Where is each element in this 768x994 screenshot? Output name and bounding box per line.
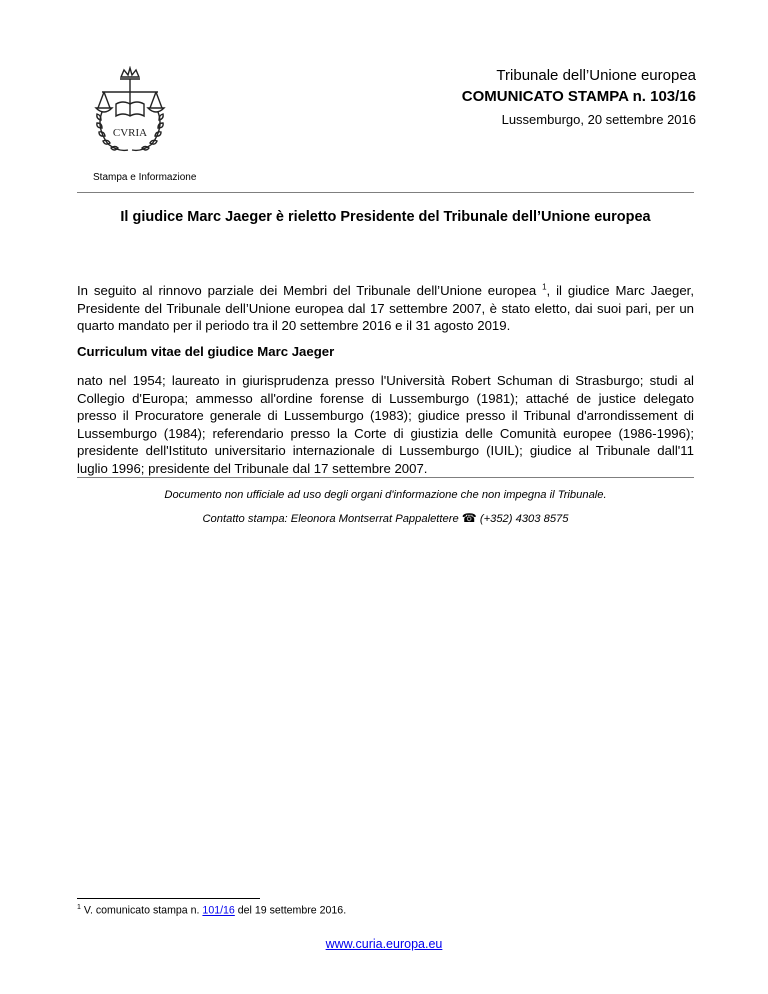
contact-label: Contatto stampa: Eleonora Montserrat Pappalettere bbox=[202, 513, 459, 525]
headline: Il giudice Marc Jaeger è rieletto Presidente del Tribunale dell’Unione europea bbox=[120, 209, 651, 225]
footnote bbox=[77, 904, 346, 917]
website-link[interactable]: www.curia.europa.eu bbox=[325, 937, 443, 951]
disclaimer: Documento non ufficiale ad uso degli organi d'informazione che non impegna il Tribunale. bbox=[164, 489, 607, 501]
contact-phone: (+352) 4303 8575 bbox=[479, 513, 569, 525]
cv-heading: Curriculum vitae del giudice Marc Jaeger bbox=[77, 344, 335, 359]
page-footer bbox=[0, 937, 768, 951]
release-header bbox=[462, 66, 696, 130]
place-date: Lussemburgo, 20 settembre 2016 bbox=[501, 112, 696, 127]
intro-paragraph bbox=[77, 282, 694, 335]
press-contact bbox=[77, 511, 694, 525]
department-label: Stampa e Informazione bbox=[93, 172, 197, 183]
header-divider bbox=[77, 192, 694, 193]
footnote-link[interactable]: 101/16 bbox=[202, 904, 235, 917]
release-title: COMUNICATO STAMPA n. 103/16 bbox=[461, 88, 696, 105]
body-divider bbox=[77, 477, 694, 478]
footnote-separator bbox=[77, 898, 260, 899]
logo-text: CVRIA bbox=[112, 127, 148, 139]
court-name: Tribunale dell’Unione europea bbox=[496, 67, 696, 84]
cv-paragraph: nato nel 1954; laureato in giurisprudenza presso l'Università Robert Schuman di Strasburgo; studi al Collegio d'Europa; ammesso all'ordine forense di Lussemburgo (1981); attaché de justice delegato presso il Procuratore generale di Lussemburgo (1983); giudice presso il Tribunal d'arrondissement di Lussemburgo (1984); referendario presso la Corte di giustizia delle Comunità europee (1986-1996); presidente dell'Istituto universitario internazionale di Lussemburgo (IUIL); giudice al Tribunale dall'11 luglio 1996; presidente del Tribunale dal 17 settembre 2007. bbox=[77, 373, 694, 476]
footnote-text-start: V. comunicato stampa n. bbox=[80, 904, 203, 917]
footnote-reference: 1 bbox=[542, 282, 547, 292]
phone-icon: ☎ bbox=[461, 511, 477, 525]
curia-emblem-logo bbox=[88, 66, 172, 162]
intro-text-start: In seguito al rinnovo parziale dei Membri del Tribunale dell’Unione europea bbox=[77, 283, 543, 298]
footnote-text-end: del 19 settembre 2016. bbox=[234, 904, 347, 917]
intro-text-end: , il giudice Marc Jaeger, Presidente del Tribunale dell’Unione europea dal 17 settembre 2007, è stato eletto, dai suoi pari, per un quarto mandato per il periodo tra il 20 settembre 2016 e il 31 agosto 2019. bbox=[77, 283, 694, 333]
footnote-number: 1 bbox=[77, 904, 81, 911]
